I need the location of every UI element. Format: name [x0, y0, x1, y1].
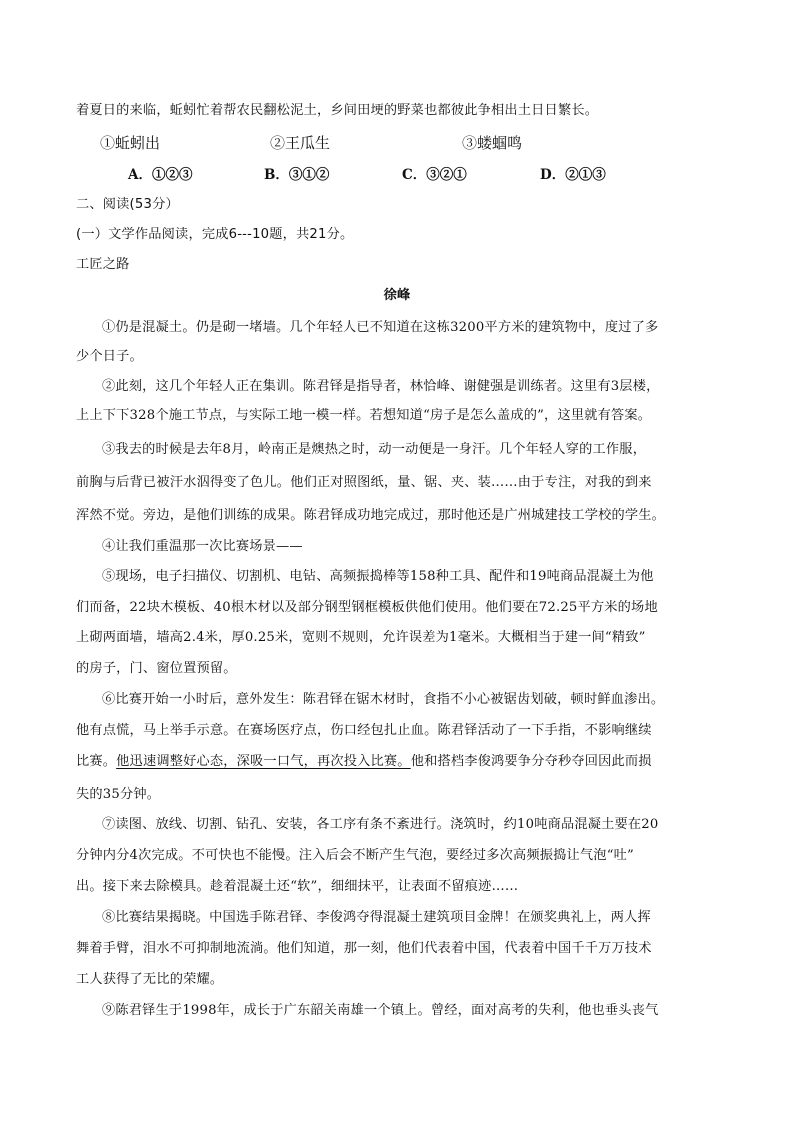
article-line: 工人获得了无比的荣耀。 [76, 972, 224, 987]
item-3: ③蝼蝈鸣 [462, 134, 523, 152]
article-line [76, 752, 652, 772]
item-1: ①蚯蚓出 [100, 134, 161, 152]
article-line: ⑧比赛结果揭晓。中国选手陈君铎、李俊鸿夺得混凝土建筑项目金牌！在颁奖典礼上，两人挥 [102, 910, 651, 925]
question-5-text: 着夏日的来临，蚯蚓忙着帮农民翻松泥土，乡间田埂的野菜也都彼此争相出土日日繁长。 [76, 103, 599, 118]
article-line: 他有点慌，马上举手示意。在赛场医疗点，伤口经包扎止血。陈君铎活动了一下手指，不影响继续 [76, 723, 652, 738]
article-line: 浑然不觉。旁边，是他们训练的成果。陈君铎成功地完成过，那时他还是广州城建技工学校的学生。 [76, 508, 666, 523]
article-line: ⑦读图、放线、切割、钻孔、安装，各工序有条不紊进行。浇筑时，约10吨商品混凝土要在20 [102, 817, 659, 832]
article-line: 上上下下328个施工节点，与实际工地一模一样。若想知道“房子是怎么盖成的”，这里就有答案。 [76, 408, 652, 423]
text-segment: 他和搭档李俊鸿要争分夺秒夺回因此而损 [410, 754, 652, 769]
article-line: ⑤现场，电子扫描仪、切割机、电钻、高频振捣棒等158种工具、配件和19吨商品混凝土为他 [102, 569, 654, 584]
choice-a: A．①②③ [128, 167, 193, 183]
article-line: ③我去的时候是去年8月，岭南正是燠热之时，动一动便是一身汗。几个年轻人穿的工作服， [102, 442, 647, 457]
section-heading: 二、阅读(53分） [76, 197, 179, 212]
underlined-sentence: 他迅速调整好心态，深吸一口气，再次投入比赛。 [116, 754, 411, 769]
article-line: 分钟内分4次完成。不可快也不能慢。注入后会不断产生气泡，要经过多次高频振捣让气泡“吐” [76, 848, 634, 863]
article-line: ②此刻，这几个年轻人正在集训。陈君铎是指导者，林恰峰、谢健强是训练者。这里有3层楼， [102, 379, 660, 394]
article-line: 少个日子。 [76, 349, 143, 364]
choice-d: D．②①③ [540, 167, 606, 183]
article-line: ⑥比赛开始一小时后，意外发生：陈君铎在锯木材时，食指不小心被锯齿划破，顿时鲜血渗出。 [102, 692, 665, 707]
choice-c: C．③②① [402, 167, 467, 183]
article-line: 前胸与后背已被汗水泅得变了色儿。他们正对照图纸，量、锯、夹、装……由于专注，对我的到来 [76, 475, 652, 490]
article-line: 舞着手臂，泪水不可抑制地流淌。他们知道，那一刻，他们代表着中国，代表着中国千千万万技术 [76, 941, 652, 956]
article-line: 失的35分钟。 [76, 787, 161, 802]
article-line: 上砌两面墙，墙高2.4米，厚0.25米，宽则不规则，允许误差为1毫米。大概相当于建一间“精致” [76, 630, 646, 645]
item-2: ②王瓜生 [270, 134, 331, 152]
text-segment: 比赛。 [76, 754, 117, 769]
article-line: ①仍是混凝土。仍是砌一堵墙。几个年轻人已不知道在这栋3200平方米的建筑物中，度过了多 [102, 320, 659, 335]
article-line: 们而备，22块木模板、40根木材以及部分钢型钢框模板供他们使用。他们要在72.25平方米的场地 [76, 600, 658, 615]
article-line: ④让我们重温那一次比赛场景—— [102, 539, 303, 554]
article-author: 徐峰 [383, 288, 411, 303]
article-line: 的房子，门、窗位置预留。 [76, 661, 237, 676]
section-subheading: (一）文学作品阅读，完成6---10题，共21分。 [76, 227, 354, 242]
article-line: ⑨陈君铎生于1998年，成长于广东韶关南雄一个镇上。曾经，面对高考的失利，他也垂头丧气 [102, 1003, 659, 1018]
choice-b: B．③①② [264, 167, 330, 183]
article-title: 工匠之路 [76, 257, 130, 272]
article-line: 出。接下来去除模具。趁着混凝土还“软”，细细抹平，让表面不留痕迹…… [76, 879, 519, 894]
